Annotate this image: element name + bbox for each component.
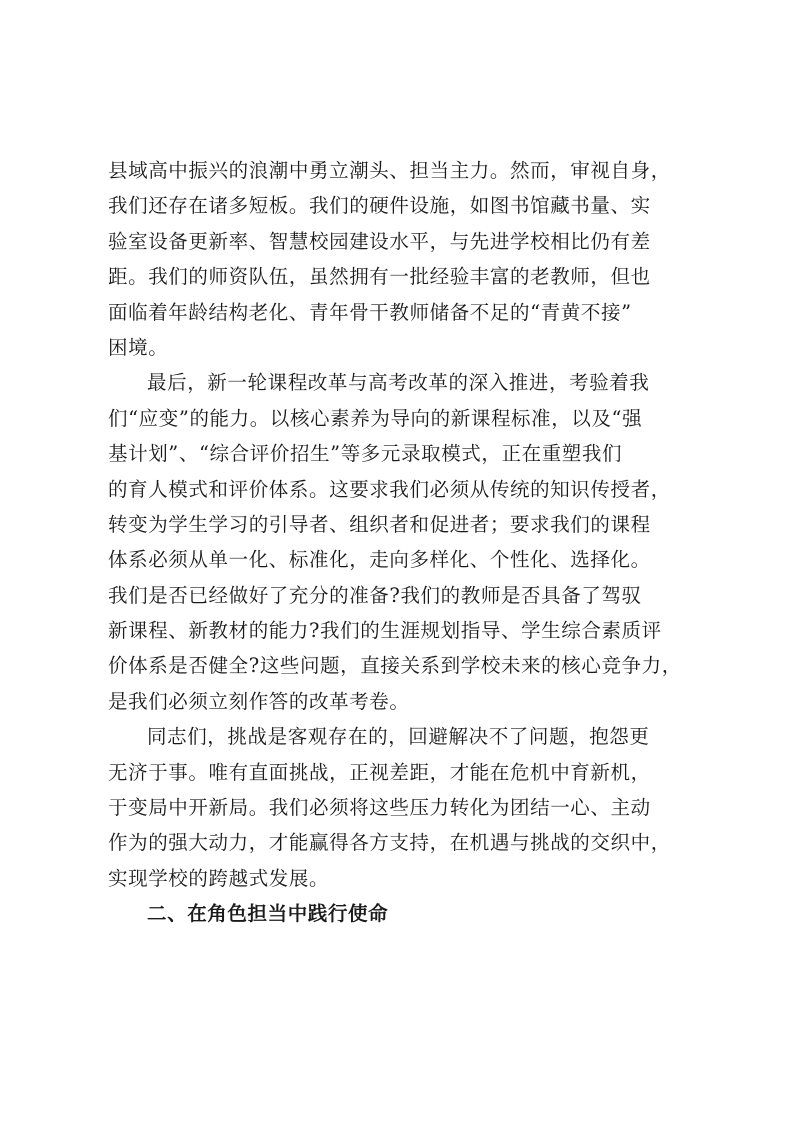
text-line: 县域高中振兴的浪潮中勇立潮头、担当主力。然而，审视自身， [108,159,671,182]
text-line: 我们是否已经做好了充分的准备?我们的教师是否具备了驾驭 [108,583,642,607]
text-line: 无济于事。唯有直面挑战，正视差距，才能在危机中育新机， [108,760,651,784]
text-line: 们“应变”的能力。以核心素养为导向的新课程标准，以及“强 [108,406,643,430]
text-line: 的育人模式和评价体系。这要求我们必须从传统的知识传授者， [108,477,671,501]
text-line: 体系必须从单一化、标准化，走向多样化、个性化、选择化。 [108,548,651,572]
text-line: 基计划”、“综合评价招生”等多元录取模式，正在重塑我们 [108,442,623,466]
text-line: 新课程、新教材的能力?我们的生涯规划指导、学生综合素质评 [108,619,662,643]
text-line: 是我们必须立刻作答的改革考卷。 [108,689,410,713]
text-line: 距。我们的师资队伍，虽然拥有一批经验丰富的老教师，但也 [108,265,651,289]
text-line: 同志们，挑战是客观存在的，回避解决不了问题，抱怨更 [147,725,650,749]
text-line: 价体系是否健全?这些问题，直接关系到学校未来的核心竞争力， [108,654,682,678]
text-line: 实现学校的跨越式发展。 [108,866,330,890]
text-line: 我们还存在诸多短板。我们的硬件设施，如图书馆藏书量、实 [108,194,651,218]
text-line: 面临着年龄结构老化、青年骨干教师储备不足的“青黄不接” [108,300,632,324]
document-body [108,153,688,932]
text-line: 验室设备更新率、智慧校园建设水平，与先进学校相比仍有差 [108,229,651,253]
text-line: 最后，新一轮课程改革与高考改革的深入推进，考验着我 [147,371,650,395]
text-line: 转变为学生学习的引导者、组织者和促进者；要求我们的课程 [108,512,651,536]
section-heading: 二、在角色担当中践行使命 [147,902,389,926]
text-line: 困境。 [108,335,169,359]
text-line: 于变局中开新局。我们必须将这些压力转化为团结一心、主动 [108,796,651,820]
text-line: 作为的强大动力，才能赢得各方支持，在机遇与挑战的交织中， [108,831,671,855]
